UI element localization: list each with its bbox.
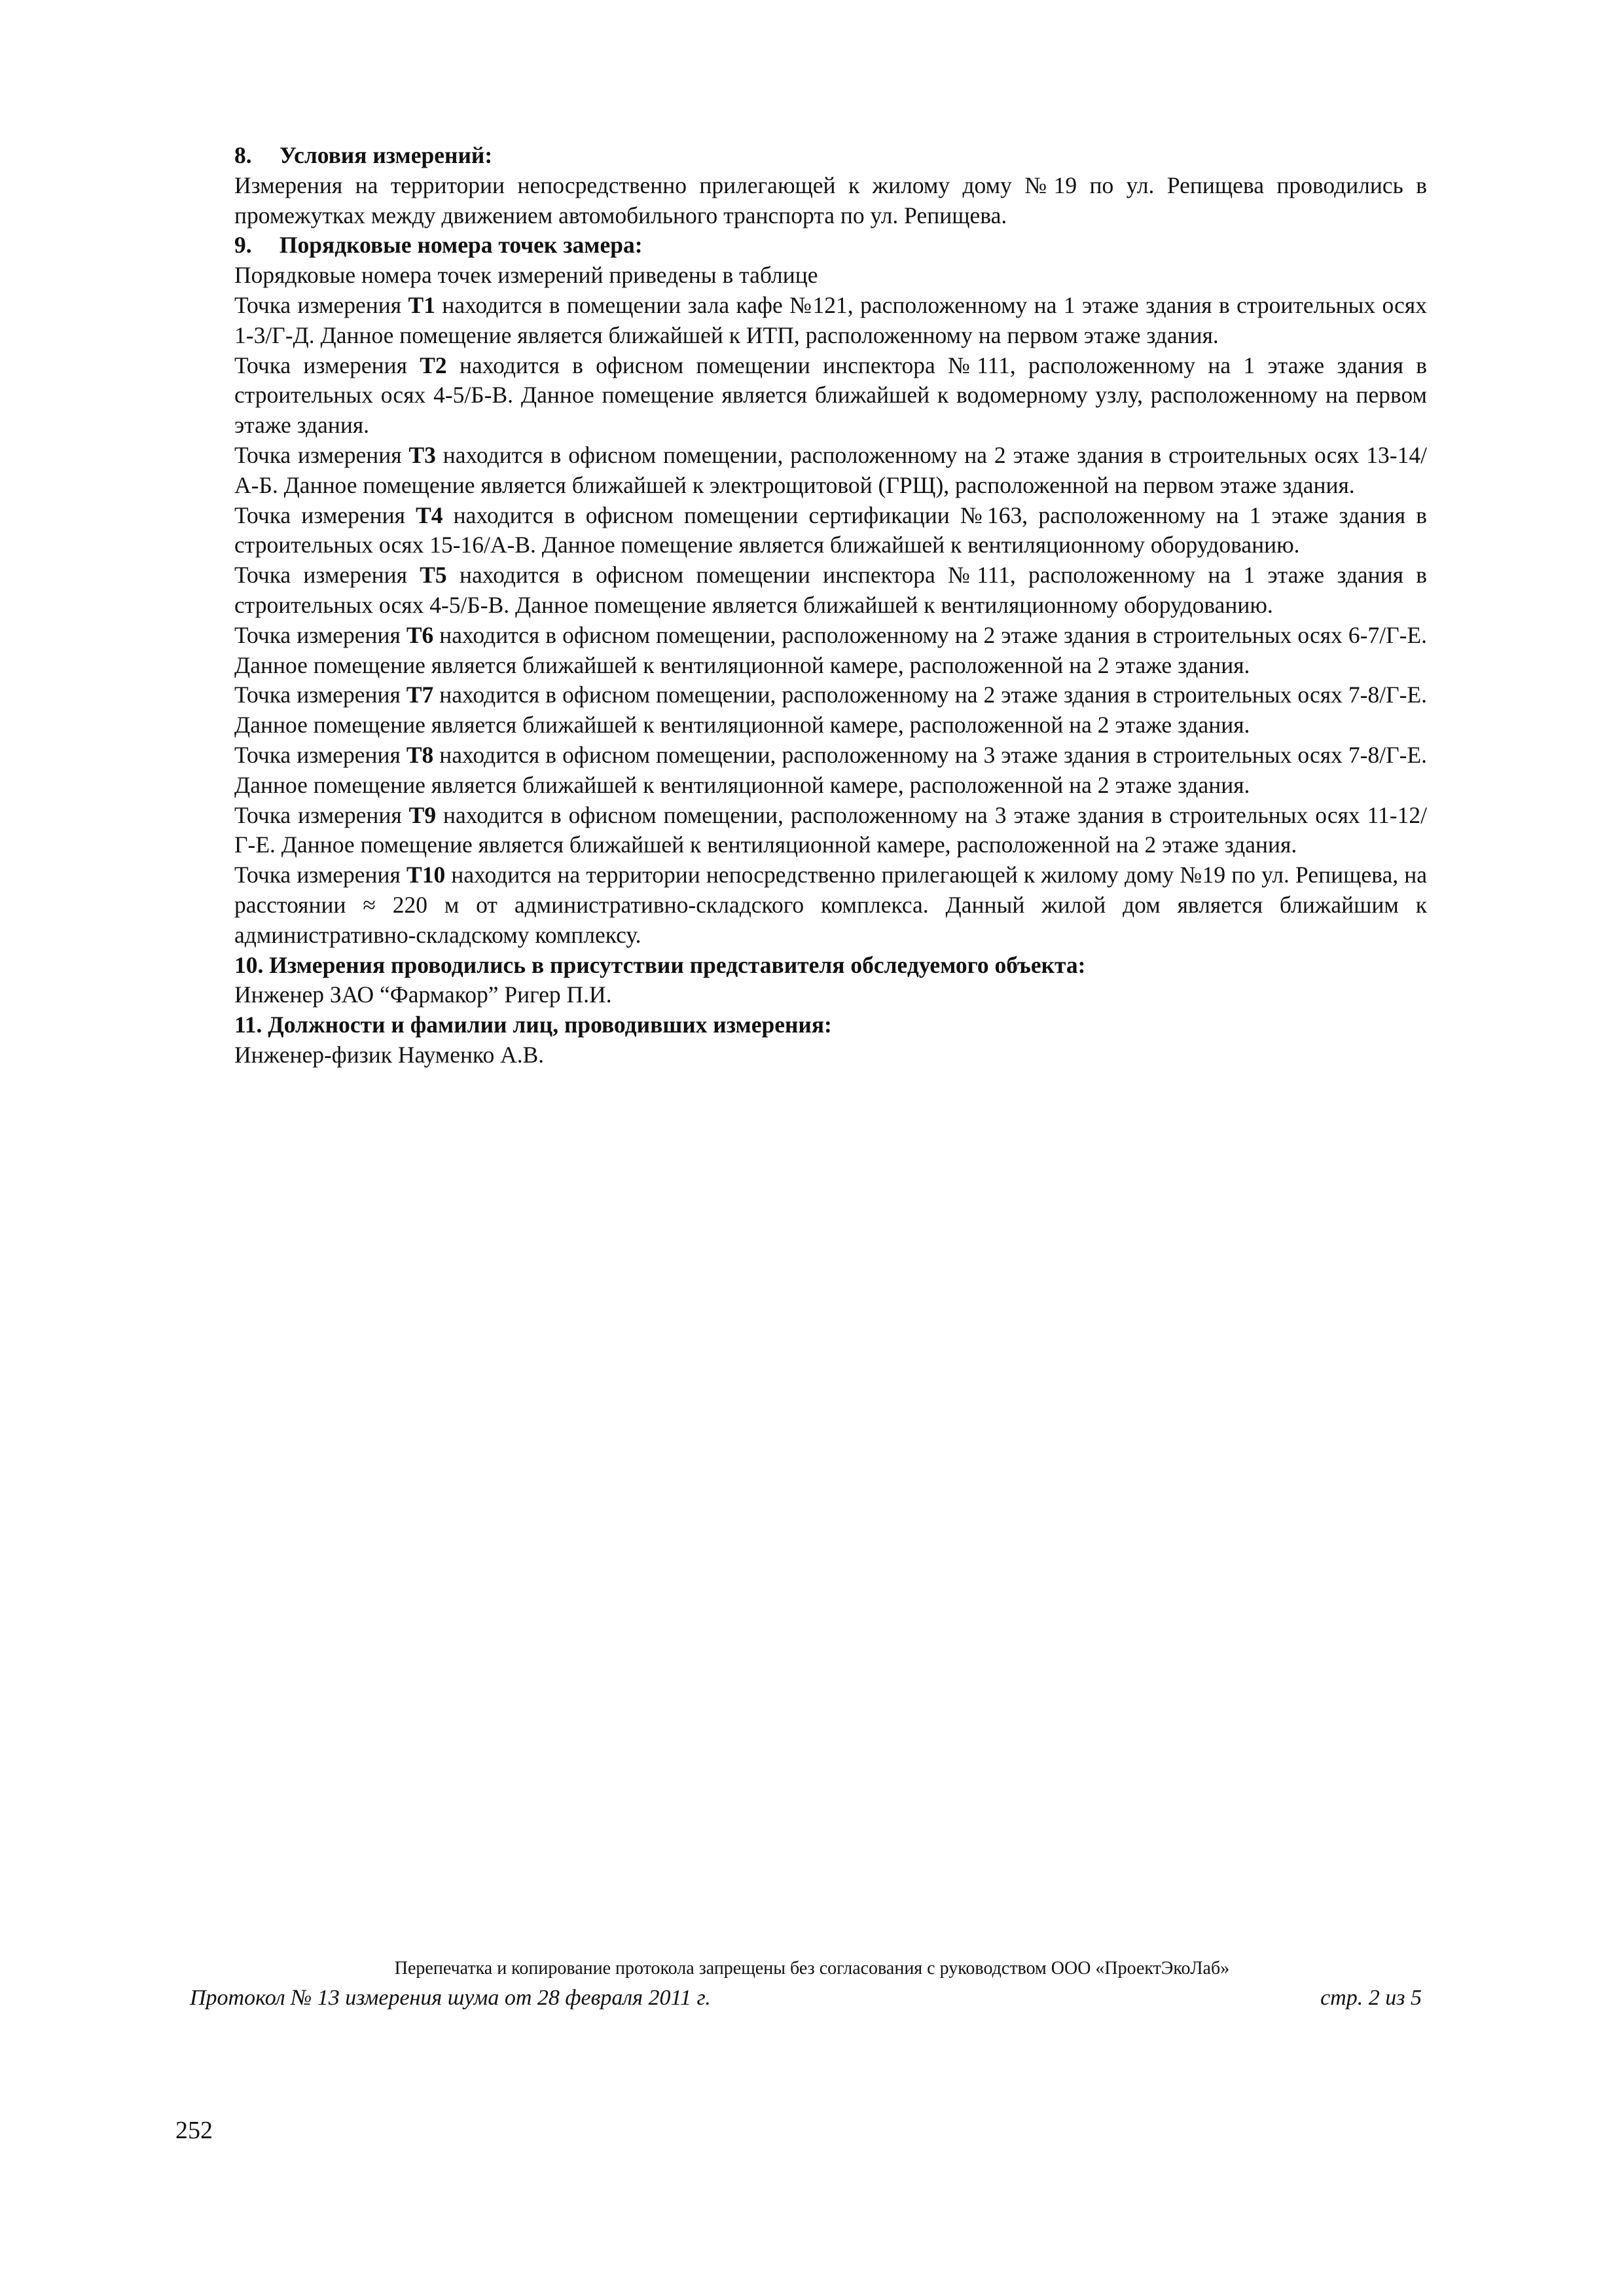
- document-body: [234, 141, 1427, 1070]
- point-paragraph: [234, 560, 1427, 621]
- section-10-text: Инженер ЗАО “Фармакор” Ригер П.И.: [234, 981, 612, 1008]
- point-prefix: Точка измерения: [234, 441, 409, 468]
- point-paragraph: [234, 860, 1427, 950]
- point-prefix: Точка измерения: [234, 291, 408, 318]
- point-text: находится в офисном помещении инспектора №111, расположенному на 1 этаже здания в строительных осях 4-5/Б-В. Данное помещение является ближайшей к вентиляционному оборудованию.: [234, 562, 1427, 618]
- point-text: находится в офисном помещении, расположенному на 3 этаже здания в строительных осях 11-12/Г-Е. Данное помещение является ближайшей к вентиляционной камере, расположенной на 2 этаже здания.: [234, 801, 1427, 858]
- section-11-heading: [234, 1010, 1427, 1040]
- point-label: Т7: [406, 682, 434, 708]
- section-9-number: 9.: [234, 232, 252, 259]
- footer-line: [190, 1985, 1422, 2011]
- point-label: Т3: [408, 441, 436, 468]
- point-paragraph: [234, 501, 1427, 561]
- point-prefix: Точка измерения: [234, 862, 407, 888]
- point-label: Т6: [406, 621, 434, 648]
- point-text: находится в помещении зала кафе №121, расположенному на 1 этаже здания в строительных осях 1-3/Г-Д. Данное помещение является ближайшей к ИТП, расположенному на первом этаже здания.: [234, 291, 1427, 348]
- point-text: находится в офисном помещении, расположенному на 2 этаже здания в строительных осях 7-8/Г-Е. Данное помещение является ближайшей к вентиляционной камере, расположенной на 2 этаже здания.: [234, 682, 1427, 739]
- point-label: Т10: [406, 862, 446, 888]
- point-paragraph: [234, 740, 1427, 801]
- point-text: находится в офисном помещении, расположенному на 2 этаже здания в строительных осях 6-7/Г-Е. Данное помещение является ближайшей к вентиляционной камере, расположенной на 2 этаже здания.: [234, 621, 1427, 678]
- section-9-title: Порядковые номера точек замера:: [279, 232, 643, 259]
- point-prefix: Точка измерения: [234, 682, 406, 708]
- section-10-title: Измерения проводились в присутствии представителя обследуемого объекта:: [269, 951, 1086, 978]
- copyright-notice: Перепечатка и копирование протокола запрещены без согласования с руководством ООО «ПроектЭкоЛаб»: [394, 1958, 1230, 1979]
- point-text: находится в офисном помещении сертификации №163, расположенному на 1 этаже здания в строительных осях 15-16/А-В. Данное помещение является ближайшей к вентиляционному оборудованию.: [234, 502, 1427, 558]
- point-text: находится в офисном помещении инспектора №111, расположенному на 1 этаже здания в строительных осях 4-5/Б-В. Данное помещение является ближайшей к водомерному узлу, расположенному на первом этаже здания.: [234, 352, 1427, 439]
- point-label: Т5: [420, 562, 447, 589]
- section-10-heading: [234, 951, 1427, 981]
- point-label: Т2: [420, 352, 447, 378]
- point-label: Т9: [408, 801, 437, 828]
- point-paragraph: [234, 801, 1427, 861]
- section-11-title: Должности и фамилии лиц, проводивших измерения:: [268, 1012, 832, 1038]
- section-9-heading: [234, 230, 1427, 261]
- point-prefix: Точка измерения: [234, 801, 409, 828]
- point-text: находится в офисном помещении, расположенному на 3 этаже здания в строительных осях 7-8/Г-Е. Данное помещение является ближайшей к вентиляционной камере, расположенной на 2 этаже здания.: [234, 741, 1427, 798]
- point-label: Т4: [416, 502, 443, 528]
- point-paragraph: [234, 680, 1427, 740]
- point-text: находится в офисном помещении, расположенному на 2 этаже здания в строительных осях 13-14/А-Б. Данное помещение является ближайшей к электрощитовой (ГРЩ), расположенной на первом этаже здания.: [234, 441, 1427, 498]
- section-11-text: Инженер-физик Науменко А.В.: [234, 1041, 545, 1068]
- point-paragraph: [234, 351, 1427, 441]
- point-prefix: Точка измерения: [234, 352, 420, 378]
- protocol-reference: Протокол № 13 измерения шума от 28 февраля 2011 г.: [190, 1986, 711, 2010]
- point-prefix: Точка измерения: [234, 741, 406, 768]
- section-9-intro: Порядковые номера точек измерений приведены в таблице: [234, 262, 818, 289]
- section-8-heading: [234, 141, 1427, 171]
- point-text: находится на территории непосредственно прилегающей к жилому дому №19 по ул. Репищева, на расстоянии ≈ 220 м от административно-складского комплекса. Данный жилой дом является ближайшим к административно-складскому комплексу.: [234, 862, 1427, 948]
- point-prefix: Точка измерения: [234, 562, 420, 589]
- section-8-title: Условия измерений:: [279, 142, 493, 168]
- page-number: 252: [175, 2117, 213, 2144]
- point-paragraph: [234, 291, 1427, 351]
- section-8-number: 8.: [234, 142, 252, 168]
- point-prefix: Точка измерения: [234, 621, 406, 648]
- point-label: Т1: [408, 291, 435, 318]
- page-of-indicator: стр. 2 из 5: [1320, 1986, 1422, 2010]
- point-paragraph: [234, 441, 1427, 501]
- point-label: Т8: [406, 741, 434, 768]
- point-prefix: Точка измерения: [234, 502, 416, 528]
- section-8-text: Измерения на территории непосредственно прилегающей к жилому дому №19 по ул. Репищева проводились в промежутках между движением автомобильного транспорта по ул. Репищева.: [234, 172, 1427, 228]
- section-11-number: 11.: [234, 1012, 262, 1038]
- section-10-number: 10.: [234, 951, 264, 978]
- point-paragraph: [234, 621, 1427, 681]
